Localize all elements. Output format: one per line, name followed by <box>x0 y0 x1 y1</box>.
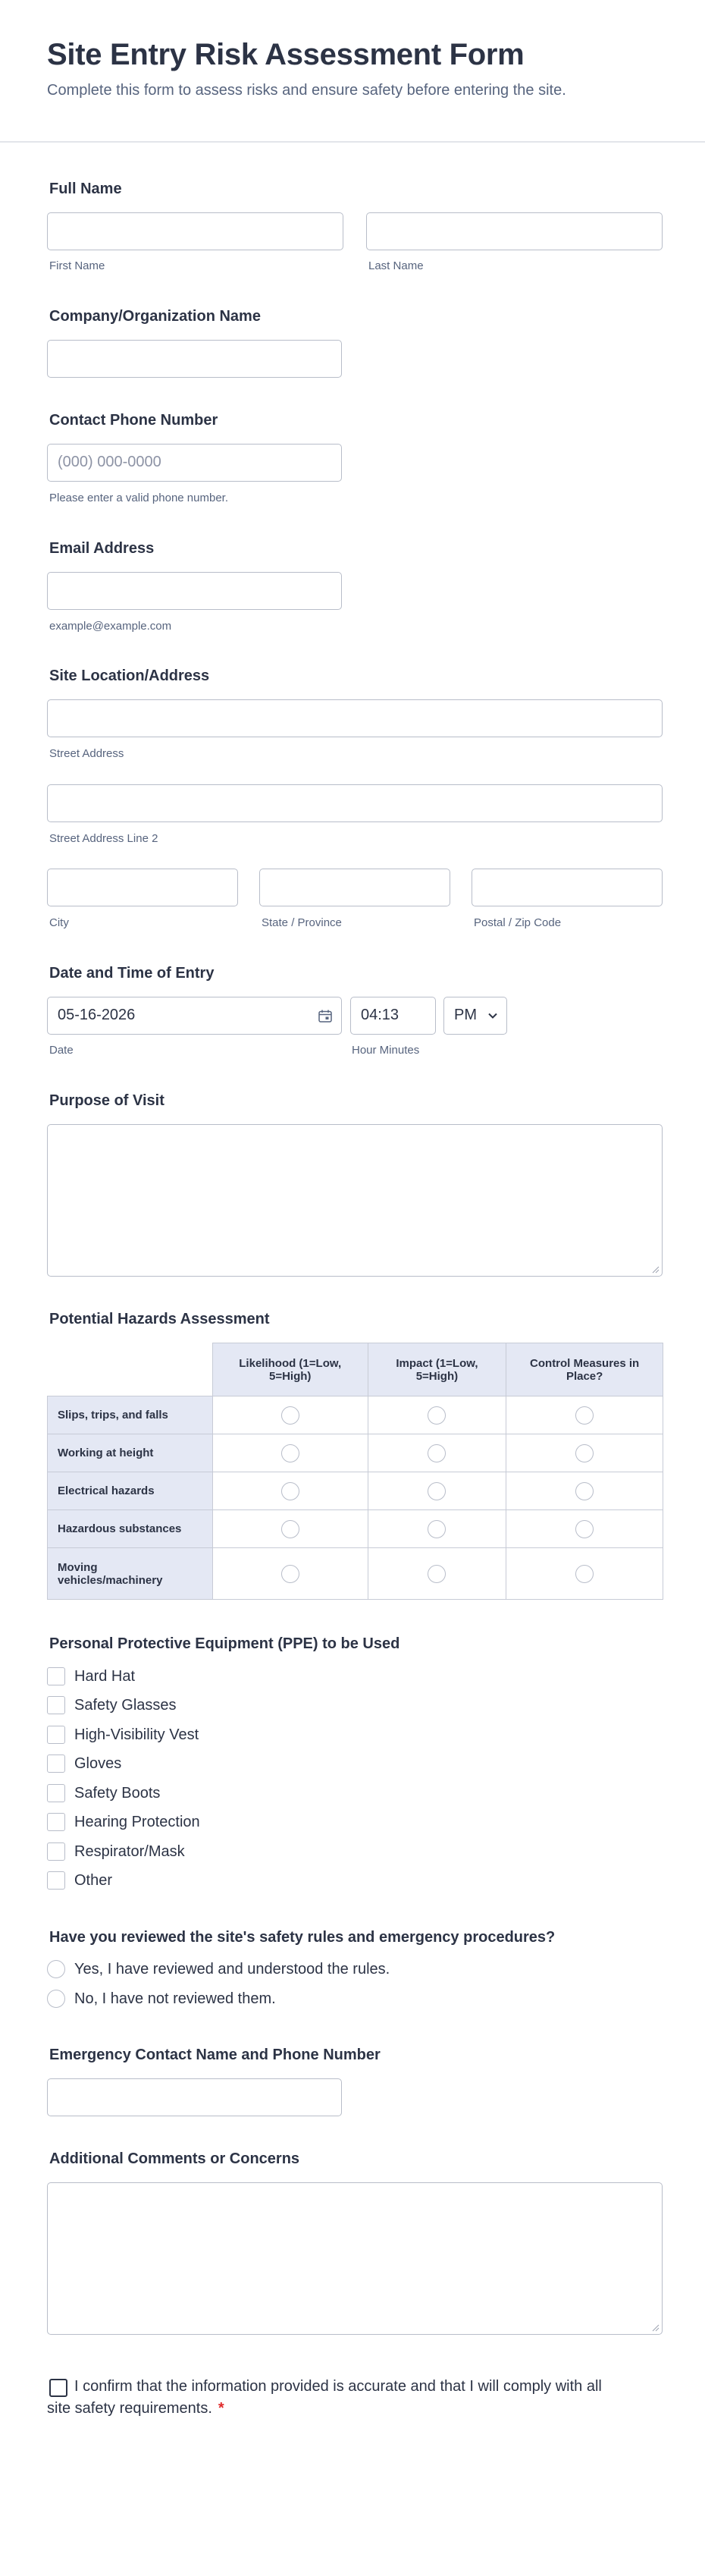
comments-textarea[interactable] <box>47 2182 663 2335</box>
form-header <box>0 0 705 143</box>
table-row <box>48 1396 663 1434</box>
ampm-value: PM <box>454 1007 477 1023</box>
matrix-row-header: Moving vehicles/machinery <box>48 1548 213 1600</box>
matrix-corner <box>48 1343 213 1396</box>
full-name-label: Full Name <box>49 181 122 197</box>
checkbox[interactable] <box>47 1784 65 1802</box>
last-name-sublabel: Last Name <box>368 259 424 272</box>
company-input[interactable] <box>47 340 342 378</box>
resize-handle-icon[interactable] <box>651 1265 660 1274</box>
review-option-label: Yes, I have reviewed and understood the rules. <box>74 1960 390 1978</box>
checkbox[interactable] <box>47 1871 65 1890</box>
matrix-radio[interactable] <box>575 1444 594 1462</box>
zip-input[interactable] <box>472 869 663 906</box>
checkbox[interactable] <box>47 1755 65 1773</box>
ppe-option-label: Respirator/Mask <box>74 1842 185 1860</box>
matrix-radio[interactable] <box>281 1444 299 1462</box>
ppe-label: Personal Protective Equipment (PPE) to be Used <box>49 1635 400 1652</box>
comments-label: Additional Comments or Concerns <box>49 2150 300 2167</box>
matrix-radio[interactable] <box>428 1444 446 1462</box>
first-name-sublabel: First Name <box>49 259 105 272</box>
checkbox[interactable] <box>47 1696 65 1714</box>
hazards-label: Potential Hazards Assessment <box>49 1311 270 1327</box>
ppe-option[interactable] <box>47 1725 199 1745</box>
radio-button[interactable] <box>47 1960 65 1978</box>
matrix-radio[interactable] <box>281 1406 299 1425</box>
date-value: 05-16-2026 <box>58 1007 136 1023</box>
last-name-input[interactable] <box>366 212 663 250</box>
review-label: Have you reviewed the site's safety rules and emergency procedures? <box>49 1929 556 1946</box>
ppe-option-label: Hearing Protection <box>74 1813 200 1830</box>
matrix-col-header: Control Measures in Place? <box>506 1343 663 1396</box>
page-title: Site Entry Risk Assessment Form <box>47 38 525 71</box>
matrix-radio[interactable] <box>575 1482 594 1500</box>
time-input[interactable]: 04:13 <box>350 997 436 1035</box>
matrix-radio[interactable] <box>575 1406 594 1425</box>
matrix-radio[interactable] <box>428 1565 446 1583</box>
review-option-label: No, I have not reviewed them. <box>74 1990 276 2007</box>
matrix-row-header: Slips, trips, and falls <box>48 1396 213 1434</box>
time-sublabel: Hour Minutes <box>352 1044 420 1057</box>
confirmation-text-wrap <box>47 2376 608 2420</box>
ppe-option[interactable] <box>47 1842 185 1861</box>
chevron-down-icon <box>488 1013 497 1019</box>
matrix-row-header: Electrical hazards <box>48 1472 213 1510</box>
purpose-label: Purpose of Visit <box>49 1092 164 1109</box>
zip-sublabel: Postal / Zip Code <box>474 916 562 929</box>
matrix-radio[interactable] <box>575 1565 594 1583</box>
email-sublabel: example@example.com <box>49 620 172 633</box>
street-address-line2-sublabel: Street Address Line 2 <box>49 832 158 845</box>
ppe-option-label: Gloves <box>74 1755 122 1772</box>
hazards-matrix <box>47 1343 663 1600</box>
state-input[interactable] <box>259 869 450 906</box>
table-row <box>48 1434 663 1472</box>
ppe-option-label: High-Visibility Vest <box>74 1726 199 1743</box>
matrix-row-header: Working at height <box>48 1434 213 1472</box>
required-mark: * <box>218 2400 224 2417</box>
ppe-option-label: Safety Boots <box>74 1784 161 1802</box>
radio-button[interactable] <box>47 1990 65 2008</box>
matrix-radio[interactable] <box>428 1520 446 1538</box>
review-option[interactable] <box>47 1989 276 2009</box>
confirmation-text: I confirm that the information provided is accurate and that I will comply with all site safety requirements. <box>47 2378 602 2417</box>
entry-datetime-label: Date and Time of Entry <box>49 965 215 982</box>
street-address-input[interactable] <box>47 699 663 737</box>
table-row <box>48 1510 663 1548</box>
email-input[interactable] <box>47 572 342 610</box>
checkbox[interactable] <box>47 1726 65 1744</box>
company-label: Company/Organization Name <box>49 308 261 325</box>
city-sublabel: City <box>49 916 69 929</box>
ppe-option[interactable] <box>47 1871 112 1890</box>
matrix-radio[interactable] <box>281 1482 299 1500</box>
phone-input[interactable]: (000) 000-0000 <box>47 444 342 482</box>
calendar-icon[interactable] <box>318 1010 332 1023</box>
phone-label: Contact Phone Number <box>49 412 218 429</box>
first-name-input[interactable] <box>47 212 343 250</box>
emergency-contact-label: Emergency Contact Name and Phone Number <box>49 2047 381 2063</box>
emergency-contact-input[interactable] <box>47 2078 342 2116</box>
ampm-select[interactable] <box>443 997 507 1035</box>
checkbox[interactable] <box>47 1842 65 1861</box>
matrix-radio[interactable] <box>281 1565 299 1583</box>
matrix-col-header: Impact (1=Low, 5=High) <box>368 1343 506 1396</box>
matrix-col-header: Likelihood (1=Low, 5=High) <box>212 1343 368 1396</box>
ppe-option[interactable] <box>47 1783 160 1803</box>
street-address-sublabel: Street Address <box>49 747 124 760</box>
table-row <box>48 1548 663 1600</box>
page-subtitle: Complete this form to assess risks and ensure safety before entering the site. <box>47 82 566 99</box>
city-input[interactable] <box>47 869 238 906</box>
purpose-textarea[interactable] <box>47 1124 663 1277</box>
table-row <box>48 1472 663 1510</box>
date-sublabel: Date <box>49 1044 74 1057</box>
email-label: Email Address <box>49 540 155 557</box>
ppe-option[interactable] <box>47 1695 177 1715</box>
matrix-radio[interactable] <box>428 1406 446 1425</box>
matrix-radio[interactable] <box>281 1520 299 1538</box>
matrix-radio[interactable] <box>428 1482 446 1500</box>
state-sublabel: State / Province <box>262 916 342 929</box>
ppe-option-label: Safety Glasses <box>74 1696 177 1714</box>
matrix-radio[interactable] <box>575 1520 594 1538</box>
review-option[interactable] <box>47 1959 390 1979</box>
phone-sublabel: Please enter a valid phone number. <box>49 492 228 504</box>
ppe-option[interactable] <box>47 1812 200 1832</box>
confirm-checkbox[interactable] <box>49 2379 67 2397</box>
ppe-option-label: Hard Hat <box>74 1667 136 1685</box>
confirmation-field[interactable] <box>47 2376 608 2420</box>
checkbox[interactable] <box>47 1813 65 1831</box>
ppe-option[interactable] <box>47 1754 121 1773</box>
ppe-option-label: Other <box>74 1871 113 1889</box>
resize-handle-icon[interactable] <box>651 2323 660 2332</box>
date-input[interactable] <box>47 997 342 1035</box>
ppe-option[interactable] <box>47 1667 135 1686</box>
matrix-row-header: Hazardous substances <box>48 1510 213 1548</box>
checkbox[interactable] <box>47 1667 65 1685</box>
street-address-line2-input[interactable] <box>47 784 663 822</box>
address-label: Site Location/Address <box>49 668 210 684</box>
